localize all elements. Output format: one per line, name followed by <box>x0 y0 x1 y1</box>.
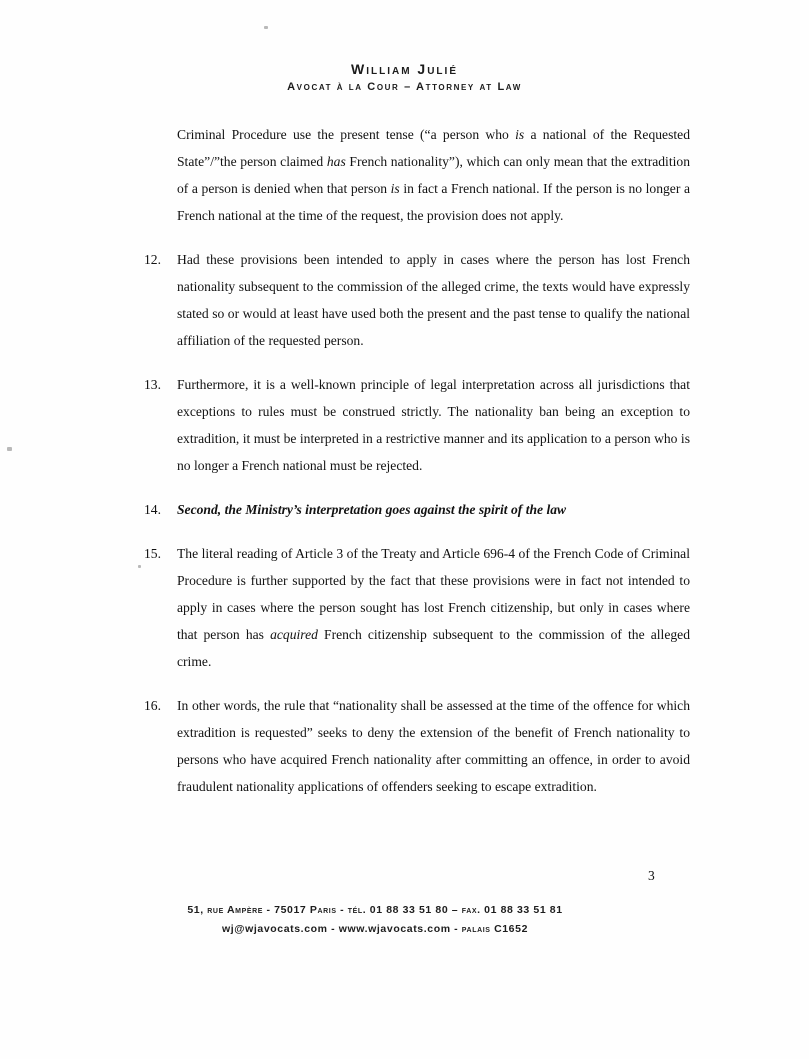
paragraph <box>177 121 690 229</box>
paragraph-text-segment: Criminal Procedure use the present tense (“a person who <box>177 127 516 142</box>
paragraph-text-segment: has <box>326 154 346 169</box>
paragraph-text-segment: is <box>515 127 525 142</box>
scan-speck <box>138 565 141 568</box>
paragraph <box>144 371 690 479</box>
paragraph-text-segment: a national of the Requested State”/”the person claimed <box>177 127 690 169</box>
scan-speck <box>7 447 12 451</box>
paragraph <box>144 692 690 800</box>
paragraph-text-segment: French nationality”), which can only mean that the extradition of a person is denied when that person <box>177 154 690 196</box>
paragraph <box>144 540 690 675</box>
letterhead <box>0 61 809 93</box>
paragraph-text-segment: acquired <box>270 627 318 642</box>
footer-contact-web: wj@wjavocats.com - www.wjavocats.com - <box>221 923 462 935</box>
paragraph-number: 13. <box>144 377 161 392</box>
paragraph <box>144 246 690 354</box>
paragraph-text-segment: The literal reading of Article 3 of the Treaty and Article 696-4 of the French Code of Criminal Procedure is further supported by the fact that these provisions were in fact not intended to apply in cases where the person sought has lost French citizenship, but only in cases where that person has <box>177 546 690 642</box>
scan-speck <box>264 26 268 29</box>
paragraph-text-segment: Second, the Ministry’s interpretation goes against the spirit of the law <box>177 502 567 517</box>
footer-contact-line <box>30 920 720 939</box>
page-number: 3 <box>648 868 655 883</box>
firm-subtitle: Avocat à la Cour – Attorney at Law <box>287 81 522 93</box>
paragraph-number: 16. <box>144 698 161 713</box>
paragraph-number: 14. <box>144 502 161 517</box>
footer-contact-palais: palais C1652 <box>461 923 529 935</box>
paragraph-text-segment: Furthermore, it is a well-known principle of legal interpretation across all jurisdictions that exceptions to rules must be construed strictly. The nationality ban being an exception to extradition, it must be interpreted in a restrictive manner and its application to a person who is no longer a French national must be rejected. <box>177 377 690 473</box>
paragraph-text-segment: French citizenship subsequent to the commission of the alleged crime. <box>177 627 690 669</box>
page-footer <box>30 901 720 939</box>
paragraph-text-segment: Had these provisions been intended to apply in cases where the person has lost French nationality subsequent to the commission of the alleged crime, the texts would have expressly stated so or would at least have used both the present and the past tense to qualify the national affiliation of the requested person. <box>177 252 690 348</box>
firm-name: William Julié <box>351 61 458 77</box>
footer-address-line: 51, rue Ampère - 75017 Paris - tél. 01 88 33 51 80 – fax. 01 88 33 51 81 <box>187 904 563 916</box>
document-paragraphs <box>144 121 690 817</box>
paragraph-text-segment: is <box>390 181 400 196</box>
paragraph-number: 15. <box>144 546 161 561</box>
paragraph-number: 12. <box>144 252 161 267</box>
paragraph-heading <box>144 496 690 523</box>
paragraph-text-segment: in fact a French national. If the person is no longer a French national at the time of the request, the provision does not apply. <box>177 181 690 223</box>
paragraph-text-segment: In other words, the rule that “nationality shall be assessed at the time of the offence for which extradition is requested” seeks to deny the extension of the benefit of French nationality to persons who have acquired French nationality after committing an offence, in order to avoid fraudulent nationality applications of offenders seeking to escape extradition. <box>177 698 690 794</box>
